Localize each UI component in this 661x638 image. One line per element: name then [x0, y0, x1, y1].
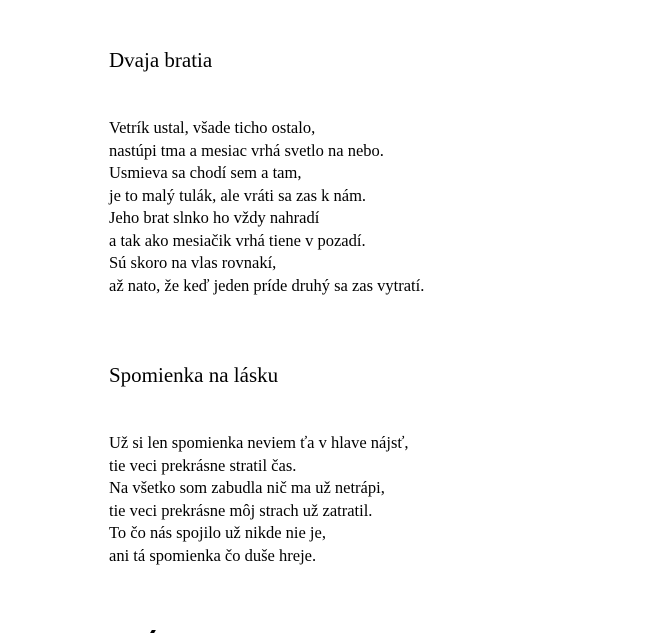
poem-line: Jeho brat slnko ho vždy nahradí	[109, 208, 320, 227]
poem-stanza	[109, 117, 424, 297]
poem-line: ani tá spomienka čo duše hreje.	[109, 545, 317, 565]
poem-line: Usmieva sa chodí sem a tam,	[109, 163, 302, 182]
cropped-text-fragment	[150, 630, 156, 633]
poem-line: a tak ako mesiačik vrhá tiene v pozadí.	[109, 230, 366, 250]
poem-line: tie veci prekrásne stratil čas.	[109, 455, 297, 475]
poem-title: Dvaja bratia	[109, 48, 213, 72]
poem-line: Vetrík ustal, všade ticho ostalo,	[109, 118, 316, 137]
poem-line: až nato, že keď jeden príde druhý sa zas vytratí.	[109, 275, 425, 295]
poem-line: Už si len spomienka neviem ťa v hlave nájsť,	[109, 433, 409, 452]
poem-line: Na všetko som zabudla nič ma už netrápi,	[109, 478, 385, 497]
poem-title: Spomienka na lásku	[109, 363, 279, 387]
poem-line: Sú skoro na vlas rovnakí,	[109, 253, 277, 272]
poem-line: je to malý tulák, ale vráti sa zas k nám.	[109, 185, 367, 205]
poem-line: tie veci prekrásne môj strach už zatratil.	[109, 500, 373, 520]
poem-line: nastúpi tma a mesiac vrhá svetlo na nebo.	[109, 140, 384, 160]
poem-line: To čo nás spojilo už nikde nie je,	[109, 523, 326, 542]
poem-stanza	[109, 432, 409, 567]
